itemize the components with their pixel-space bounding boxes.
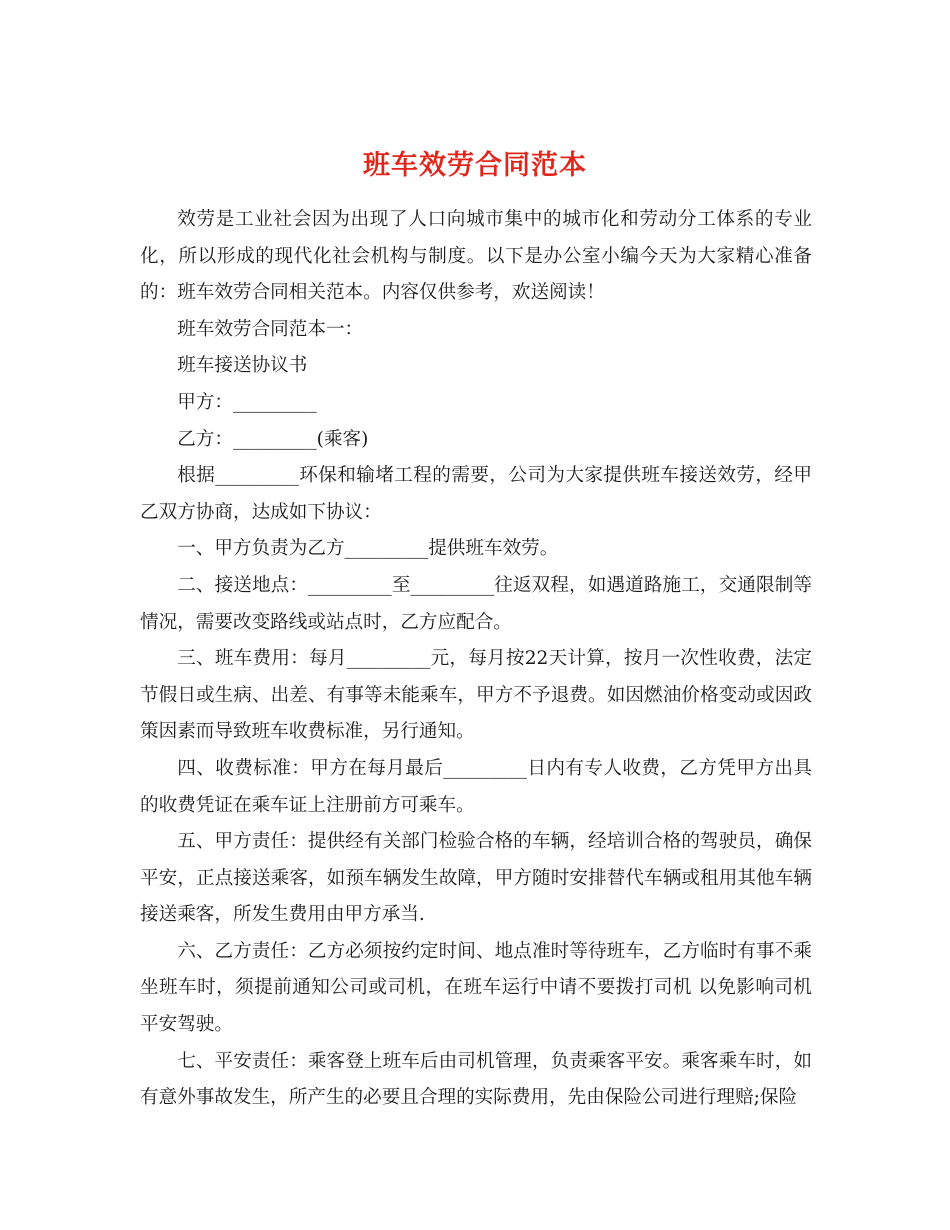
paragraph-agreement-title: 班车接送协议书 <box>177 355 308 377</box>
paragraph-party-b: 乙方：_________(乘客) <box>177 428 369 450</box>
paragraph-clause-4: 四、收费标准：甲方在每月最后_________日内有专人收费，乙方凭甲方出具的收费凭证在乘车证上注册前方可乘车。 <box>140 757 812 816</box>
paragraph-intro: 效劳是工业社会因为出现了人口向城市集中的城市化和劳动分工体系的专业化，所以形成的现代化社会机构与制度。以下是办公室小编今天为大家精心准备的：班车效劳合同相关范本。内容仅供参考，欢送阅读！ <box>140 209 812 304</box>
paragraph-clause-6: 六、乙方责任：乙方必须按约定时间、地点准时等待班车，乙方临时有事不乘坐班车时，须提前通知公司或司机，在班车运行中请不要拨打司机 以免影响司机平安驾驶。 <box>140 940 812 1036</box>
paragraph-clause-2: 二、接送地点：_________至_________往返双程，如遇道路施工，交通限制等情况，需要改变路线或站点时，乙方应配合。 <box>140 574 812 633</box>
document-body <box>140 202 812 1117</box>
paragraph-clause-5: 五、甲方责任：提供经有关部门检验合格的车辆，经培训合格的驾驶员，确保平安，正点接送乘客，如预车辆发生故障，甲方随时安排替代车辆或租用其他车辆接送乘客，所发生费用由甲方承当. <box>140 831 812 926</box>
document-title: 班车效劳合同范本 <box>363 150 587 182</box>
paragraph-clause-3: 三、班车费用：每月_________元，每月按22天计算，按月一次性收费，法定节假日或生病、出差、有事等未能乘车，甲方不予退费。如因燃油价格变动或因政策因素而导致班车收费标准，另行通知。 <box>140 648 812 743</box>
paragraph-clause-7: 七、平安责任：乘客登上班车后由司机管理，负责乘客平安。乘客乘车时，如有意外事故发生，所产生的必要且合理的实际费用，先由保险公司进行理赔;保险 <box>140 1050 812 1109</box>
paragraph-preamble: 根据_________环保和输堵工程的需要，公司为大家提供班车接送效劳，经甲乙双方协商，达成如下协议： <box>140 465 812 523</box>
paragraph-clause-1: 一、甲方负责为乙方_________提供班车效劳。 <box>177 538 559 560</box>
paragraph-party-a: 甲方：_________ <box>177 391 317 413</box>
paragraph-sample-heading: 班车效劳合同范本一： <box>177 318 364 340</box>
